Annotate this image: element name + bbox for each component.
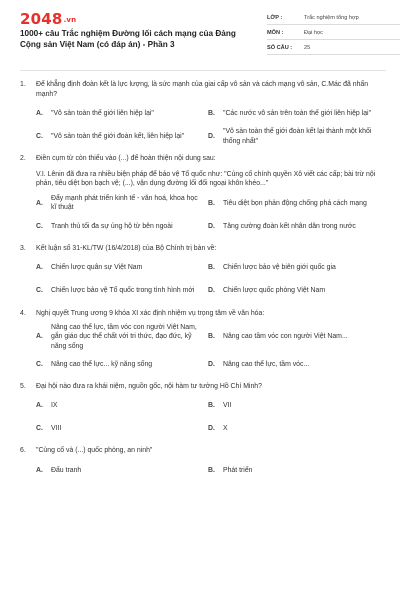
answer-option[interactable]	[36, 194, 208, 213]
question-text-row	[20, 382, 386, 392]
header-divider	[20, 70, 386, 71]
option-letter: C.	[36, 287, 43, 295]
answer-options	[36, 194, 386, 236]
option-text: Chiến lược bảo vệ biên giới quốc gia	[223, 264, 336, 272]
question-text-row	[20, 80, 386, 99]
answer-option[interactable]	[208, 127, 386, 146]
option-letter: A.	[36, 333, 43, 341]
option-letter: B.	[208, 466, 215, 474]
option-text: Nâng cao thể lực, tầm vóc con người Việt Nam, gắn giáo dục thể chất với tri thức, đạo đức, kỹ năng sống	[51, 324, 197, 350]
answer-option[interactable]	[208, 355, 386, 374]
question-text: Nghị quyết Trung ương 9 khóa XI xác định nhiệm vụ trọng tâm về văn hóa:	[36, 309, 265, 317]
option-letter: B.	[208, 333, 215, 341]
option-letter: C.	[36, 360, 43, 368]
meta-key: LỚP :	[267, 15, 283, 21]
option-letter: C.	[36, 425, 43, 433]
option-letter: A.	[36, 402, 43, 410]
question-text: Điền cụm từ còn thiếu vào (...) để hoàn thiện nội dung sau:	[36, 155, 216, 163]
question-text: Đại hội nào đưa ra khái niệm, nguồn gốc, nội hàm tư tưởng Hồ Chí Minh?	[36, 382, 262, 390]
option-letter: D.	[208, 287, 215, 295]
answer-option[interactable]	[36, 461, 208, 480]
question-text-row	[20, 309, 386, 319]
option-text: "Vô sản toàn thế giới đoàn kết, liên hiệp lại"	[51, 133, 185, 141]
answer-option[interactable]	[36, 282, 208, 301]
option-text: "Vô sản toàn thế giới liên hiệp lại"	[51, 110, 154, 118]
option-letter: A.	[36, 110, 43, 118]
option-text: Chiến lược quốc phòng Việt Nam	[223, 287, 326, 295]
meta-row-count	[267, 42, 400, 55]
option-text: Tranh thủ tối đa sự ủng hộ từ bên ngoài	[51, 222, 173, 230]
document-title: 1000+ câu Trắc nghiệm Đường lối cách mạng của Đảng Cộng sản Việt Nam (có đáp án) - Phần 3	[20, 29, 236, 49]
answer-option[interactable]	[36, 355, 208, 374]
question-text: "Củng cố và (...) quốc phòng, an ninh"	[36, 447, 153, 455]
option-text: X	[223, 425, 228, 433]
header	[20, 0, 386, 60]
question-number: 2.	[20, 155, 26, 163]
answer-options	[36, 259, 386, 301]
option-letter: A.	[36, 466, 43, 474]
question-number: 3.	[20, 244, 26, 252]
option-letter: C.	[36, 133, 43, 141]
answer-option[interactable]	[208, 259, 386, 278]
meta-key: MÔN :	[267, 30, 284, 36]
answer-option[interactable]	[208, 104, 386, 123]
meta-row-class	[267, 12, 400, 25]
answer-option[interactable]	[36, 127, 208, 146]
option-letter: B.	[208, 402, 215, 410]
logo-text: 2048	[20, 10, 63, 28]
question-4	[20, 309, 386, 374]
answer-options	[36, 323, 386, 374]
question-number: 6.	[20, 447, 26, 455]
answer-options	[36, 396, 386, 438]
answer-option[interactable]	[36, 104, 208, 123]
meta-value: Đại học	[304, 30, 323, 36]
option-letter: B.	[208, 264, 215, 272]
meta-value: Trắc nghiệm tổng hợp	[304, 15, 359, 21]
answer-options	[36, 104, 386, 146]
meta-value: 25	[304, 45, 311, 51]
answer-option[interactable]	[36, 259, 208, 278]
option-letter: D.	[208, 425, 215, 433]
answer-option[interactable]	[36, 217, 208, 236]
option-letter: A.	[36, 199, 43, 207]
question-text: Để khẳng định đoàn kết là lực lượng, là sức mạnh của giai cấp vô sản và cách mạng vô sản, C.Mác đã nhấn mạnh?	[36, 81, 369, 98]
answer-option[interactable]	[208, 194, 386, 213]
option-text: VII	[223, 402, 232, 410]
question-text: Kết luận số 31-KL/TW (16/4/2018) của Bộ Chính trị bàn về:	[36, 244, 217, 252]
answer-option[interactable]	[36, 419, 208, 438]
question-text-row	[20, 446, 386, 456]
answer-option[interactable]	[36, 396, 208, 415]
answer-options	[36, 461, 386, 480]
answer-option[interactable]	[208, 282, 386, 301]
question-2	[20, 154, 386, 236]
site-logo[interactable]	[20, 10, 76, 28]
question-1	[20, 80, 386, 146]
option-text: Nâng cao thể lực, tầm vóc...	[223, 360, 310, 368]
question-text-row	[20, 154, 386, 164]
logo-suffix: .vn	[63, 15, 77, 24]
option-letter: D.	[208, 133, 215, 141]
answer-option[interactable]	[208, 323, 386, 351]
question-number: 1.	[20, 81, 26, 88]
option-text: "Vô sản toàn thế giới đoàn kết lại thành một khối thống nhất"	[223, 128, 372, 145]
option-letter: A.	[36, 264, 43, 272]
question-number: 5.	[20, 382, 26, 390]
option-letter: D.	[208, 360, 215, 368]
answer-option[interactable]	[208, 217, 386, 236]
option-text: Nâng cao thể lực... kỹ năng sống	[51, 360, 153, 368]
option-text: Chiến lược bảo vệ Tổ quốc trong tình hình mới	[51, 287, 195, 295]
option-text: "Các nước vô sản trên toàn thế giới liên hiệp lại"	[223, 110, 372, 118]
option-letter: B.	[208, 199, 215, 207]
meta-row-subject	[267, 27, 400, 40]
option-text: Tăng cường đoàn kết nhân dân trong nước	[223, 222, 356, 230]
answer-option[interactable]	[36, 323, 208, 351]
option-text: Tiêu diệt bọn phản động chống phá cách mạng	[223, 199, 367, 207]
question-text-row	[20, 244, 386, 254]
meta-table	[267, 12, 400, 57]
meta-key: SỐ CÂU :	[267, 45, 293, 51]
option-letter: D.	[208, 222, 215, 230]
option-text: Chiến lược quân sự Việt Nam	[51, 264, 143, 272]
answer-option[interactable]	[208, 396, 386, 415]
option-text: Nâng cao tầm vóc con người Việt Nam...	[223, 333, 348, 341]
answer-option[interactable]	[208, 461, 386, 480]
option-text: Đấu tranh	[51, 466, 82, 474]
question-number: 4.	[20, 309, 26, 317]
question-list	[20, 80, 386, 488]
option-text: VIII	[51, 425, 62, 433]
option-letter: C.	[36, 222, 43, 230]
question-6	[20, 446, 386, 480]
answer-option[interactable]	[208, 419, 386, 438]
option-text: Đẩy mạnh phát triển kinh tế - văn hoá, khoa học kĩ thuật	[51, 195, 198, 212]
option-text: Phát triển	[223, 466, 253, 474]
question-5	[20, 382, 386, 439]
question-3	[20, 244, 386, 301]
question-quote: V.I. Lênin đã đưa ra nhiều biện pháp để bảo vệ Tổ quốc như: "Củng cố chính quyền Xô viết các cấp; bài trừ nội phản, tiêu diệt bọn bạch vệ; (...), vận dụng đường lối đối ngoại khôn khéo..."	[36, 170, 376, 188]
option-letter: B.	[208, 110, 215, 118]
option-text: IX	[51, 402, 58, 410]
